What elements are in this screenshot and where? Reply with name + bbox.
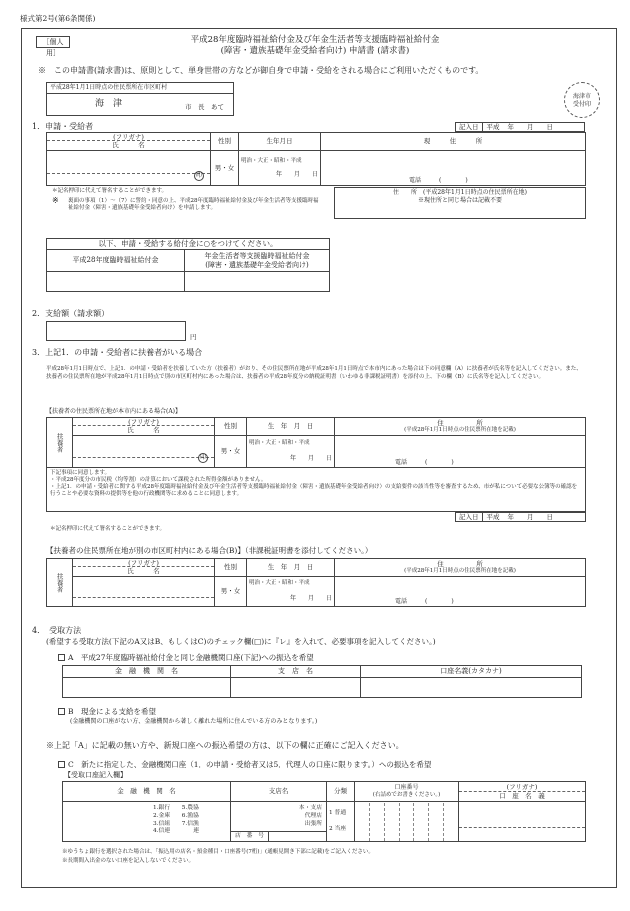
reception-stamp: [564, 82, 600, 118]
residence-note: ※現住所と同じ場合は記載不要: [417, 196, 502, 204]
option-a-branch-input[interactable]: [231, 678, 361, 698]
city-box: [46, 82, 234, 116]
dep-b-furigana-label: (フリガナ): [73, 559, 214, 567]
city-name: 海 津: [95, 98, 123, 109]
dep-b-address-header: [335, 559, 586, 577]
dep-a-address-label: 住 所: [437, 419, 483, 427]
dep-b-birth-input[interactable]: [247, 577, 335, 607]
dep-a-name-input[interactable]: [73, 436, 215, 468]
option-c-acctno-input[interactable]: [355, 802, 459, 842]
benefit-option-1-circle[interactable]: [47, 272, 185, 292]
name-label: 氏 名: [112, 141, 145, 150]
option-c-holder-header: [459, 782, 586, 802]
dep-b-ymd: 年 月 日: [289, 595, 332, 603]
consent-line-3: ・上記1．の申請・受給者に関する平成28年度臨時福祉給付金及び年金生活者等支援臨時福祉給付金（障害・遺族基礎年金受給者向け）の支給要件の該当性等を審査するため、市が私について必要な公簿等の確認を行うことや必要な資料の提供等を他の行政機関等に求めることに同意します。: [50, 483, 578, 497]
pledge-mark: ※: [52, 196, 59, 205]
dormant-note: ※長期間入出金のない口座を記入しないでください。: [62, 858, 195, 864]
entry-date-row: [455, 122, 585, 132]
dependent-a-heading: 【扶養者の住民票所在地が本市内にある場合(A)】: [46, 408, 182, 415]
name-header: [47, 133, 211, 151]
dependent-a-table: [46, 417, 586, 512]
bank-type-3: 3.信組 7.信漁: [153, 820, 199, 827]
stamp-line-1: 海津市: [572, 93, 591, 100]
benefit-select-table: [46, 238, 330, 292]
dep-a-entry-date: [455, 512, 586, 522]
dep-a-gender-header: 性別: [215, 418, 247, 436]
dep-b-address-input[interactable]: [335, 577, 586, 607]
dependent-b-table: [46, 558, 586, 607]
benefit-option-1: 平成28年度臨時福祉給付金: [47, 250, 185, 272]
section1-title: 1．申請・受給者: [32, 122, 94, 131]
option-a-holder-header: 口座名義(カタカナ): [361, 666, 582, 678]
option-a-label: A 平成27年度臨時福祉給付金と同じ金融機関口座(下記)への振込を希望: [68, 653, 314, 662]
amount-unit: 円: [190, 333, 197, 341]
kind-current: 2 当座: [329, 825, 347, 832]
option-c-branch-header: 支店名: [231, 782, 327, 802]
consent-line-1: 下記事項に同意します。: [50, 470, 111, 476]
option-a-checkbox[interactable]: [58, 654, 65, 661]
amount-input[interactable]: [46, 321, 186, 341]
benefit-option-2: [185, 250, 330, 272]
applicant-table: [46, 132, 586, 186]
section3-title: 3．上記1．の申請・受給者に扶養者がいる場合: [32, 348, 203, 357]
dep-sign-note: ＊記名押印に代えて署名することができます。: [50, 526, 166, 532]
entry-date-era: 平成: [486, 123, 500, 131]
gender-header: 性別: [211, 133, 239, 151]
residence-title: 住 所 (平成28年1月1日時点の住民票所在地): [393, 189, 527, 196]
kind-ordinary: 1 普通: [329, 810, 347, 817]
dep-a-address-input[interactable]: [335, 436, 586, 468]
option-c-kind-header: 分類: [327, 782, 355, 802]
option-c-acctno-sub: (右詰めでお書きください。): [372, 791, 441, 798]
option-b[interactable]: [58, 707, 156, 716]
notice: ※ この申請書(請求書)は、原則として、単身世帯の方などが御自身で申請・受給をされる場合にご利用いただくものです。: [38, 66, 484, 75]
dep-a-furigana-label: (フリガナ): [73, 418, 214, 426]
section2-title: 2．支給額（請求額）: [32, 309, 110, 318]
branch-type-agent: 代理店: [304, 812, 322, 819]
dep-a-birth-input[interactable]: [247, 436, 335, 468]
option-c-furigana-label: (フリガナ): [459, 783, 585, 792]
option-a-holder-input[interactable]: [361, 678, 582, 698]
option-c-acctno-header: [355, 782, 459, 802]
option-c-table: [62, 781, 586, 842]
dep-b-address-sub: (平成28年1月1日時点の住民票所在地を記載): [404, 568, 516, 575]
city-suffix: 市 長 あて: [185, 102, 224, 111]
dep-b-name-input[interactable]: [73, 577, 215, 607]
option-c-bank-input[interactable]: [63, 802, 231, 842]
dep-a-gender-select[interactable]: 男・女: [215, 436, 247, 468]
option-c-holder-input[interactable]: [459, 802, 586, 842]
section3-intro: 平成28年1月1日時点で、上記1．の申請・受給者を扶養していた方（扶養者）がおり、その住民票所在地が平成28年1月1日時点で本市内にあった場合は下の同意欄（A）に扶養者が氏名等を記入してください。また、扶養者の住民票所在地が平成28年1月1日時点で別の市区町村内にあった場合は、扶養者の平成28年度分の納税証明書（いわゆる非課税証明書）を添付の上、下の欄（B）に氏名等を記入してください。: [46, 366, 582, 380]
option-a-bank-input[interactable]: [63, 678, 231, 698]
benefit-select-header: 以下、申請・受給する給付金に○をつけてください。: [47, 239, 330, 250]
entry-date-label: 記入日: [456, 123, 483, 131]
city-box-header: 平成28年1月1日時点の住民票所在市区町村: [47, 83, 233, 94]
phone-label: 電話 ( ): [409, 176, 468, 184]
dep-a-seal: 印: [199, 454, 206, 462]
entry-date-ymd: 年 月 日: [507, 123, 553, 131]
option-a-branch-header: 支 店 名: [231, 666, 361, 678]
branch-type-office: 出張所: [304, 820, 322, 827]
form-id: 様式第2号(第6条関係): [20, 14, 96, 23]
dep-a-era-options: 明治・大正・昭和・平成: [249, 440, 310, 447]
dep-a-name-header: [73, 418, 215, 436]
dep-a-address-header: [335, 418, 586, 436]
section4-title: 4． 受取方法: [32, 626, 82, 635]
dep-a-name-label: 氏 名: [127, 426, 160, 435]
option-c[interactable]: [58, 760, 431, 769]
bank-type-1: 1.銀行 5.農協: [153, 805, 199, 811]
name-input[interactable]: [47, 151, 211, 186]
dependent-a-side: 扶養者: [47, 418, 73, 468]
dep-a-ymd: 年 月 日: [289, 455, 332, 463]
dependent-b-heading: 【扶養者の住民票所在地が別の市区町村内にある場合(B)】（非課税証明書を添付してください。）: [46, 546, 373, 555]
option-c-bank-header: 金 融 機 関 名: [63, 782, 231, 802]
dep-a-entry-label: 記入日: [456, 513, 483, 521]
dep-a-phone: 電話 ( ): [395, 458, 454, 466]
birth-input[interactable]: [239, 151, 321, 186]
option-c-acctno-label: 口座番号: [394, 784, 419, 792]
sign-note: ＊記名押印に代えて署名することができます。: [52, 188, 168, 194]
benefit-option-2-line2: (障害・遺族基礎年金受給者向け): [205, 260, 309, 269]
dep-a-entry-ymd: 年 月 日: [507, 513, 553, 521]
dep-b-name-header: [73, 559, 215, 577]
dep-a-consent: [47, 468, 586, 512]
address-input[interactable]: [321, 151, 586, 186]
birth-header: 生年月日: [239, 133, 321, 151]
benefit-option-2-circle[interactable]: [185, 272, 330, 292]
seal-mark: 印: [195, 172, 202, 180]
dep-b-era-options: 明治・大正・昭和・平成: [249, 580, 310, 587]
dep-b-name-label: 氏 名: [127, 567, 160, 576]
option-a-table: [62, 665, 582, 698]
dep-b-address-label: 住 所: [437, 560, 483, 568]
gender-select[interactable]: 男・女: [211, 151, 239, 186]
option-c-holder-label: 口 座 名 義: [499, 791, 545, 800]
option-c-branch-input[interactable]: [231, 802, 327, 842]
option-c-label: C 新たに指定した、金融機関口座（1．の申請・受給者又は5．代理人の口座に限ります。）への振込を希望: [68, 760, 432, 769]
option-a-bank-header: 金 融 機 関 名: [63, 666, 231, 678]
stamp-line-2: 受付印: [572, 100, 591, 108]
title-line-2: (障害・遺族基礎年金受給者向け) 申請書 (請求書): [220, 46, 410, 56]
bank-type-4: 4.信連 連: [153, 828, 200, 835]
option-b-note: (金融機関の口座がない方、金融機関から著しく離れた場所に住んでいる方のみとなります。): [70, 718, 318, 725]
residence-box: [334, 187, 586, 219]
dependent-b-side: 扶養者: [47, 559, 73, 607]
dep-a-birth-header: 生 年 月 日: [247, 418, 335, 436]
option-b-checkbox[interactable]: [58, 708, 65, 715]
note-a-c: ※上記「A」に記載の無い方や、新規口座への振込希望の方は、以下の欄に正確にご記入ください。: [46, 741, 404, 750]
title-line-1: 平成28年度臨時福祉給付金及び年金生活者等支援臨時福祉給付金: [190, 35, 440, 45]
option-c-kind-select[interactable]: [327, 802, 355, 842]
dep-a-address-sub: (平成28年1月1日時点の住民票所在地を記載): [404, 427, 516, 434]
dep-b-gender-select[interactable]: 男・女: [215, 577, 247, 607]
era-options: 明治・大正・昭和・平成: [241, 157, 302, 164]
furigana-label: (フリガナ): [47, 133, 210, 141]
option-c-heading: 【受取口座記入欄】: [64, 771, 127, 779]
dep-a-entry-era: 平成: [486, 513, 500, 521]
store-number-label: 店 番 号: [231, 832, 269, 841]
dep-b-gender-header: 性別: [215, 559, 247, 577]
consent-line-2: ・平成28年度分の市民税（均等割）の計算において課税された所得金額がありません。: [50, 476, 267, 483]
option-c-checkbox[interactable]: [58, 761, 65, 768]
yucho-note: ※ゆうちょ銀行を選択された場合は、「振込用の店名・預金種目・口座番号(7桁)」(通帳見開き下部に記載)をご記入ください。: [62, 849, 374, 855]
pledge-note: 裏面の事項（1）～（7）に誓約・同意の上、平成28年度臨時福祉給付金及び年金生活者等支援臨時福祉給付金（障害・遺族基礎年金受給者向け）を申請します。: [68, 198, 319, 211]
birth-ymd: 年 月 日: [275, 170, 318, 178]
dep-b-birth-header: 生 年 月 日: [247, 559, 335, 577]
dep-b-phone: 電話 ( ): [395, 597, 454, 605]
section4-sub: (希望する受取方法(下記のA又はB、もしくはC)のチェック欄(□)に『レ』を入れて、必要事項を記入してください。): [46, 637, 436, 646]
personal-tag: ［個人用］: [36, 36, 70, 48]
branch-type-store: 本・支店: [298, 805, 322, 811]
option-b-label: B 現金による支給を希望: [68, 707, 157, 716]
benefit-option-2-line1: 年金生活者等支援臨時福祉給付金: [204, 251, 310, 260]
bank-type-2: 2.金庫 6.漁協: [153, 812, 199, 819]
option-a[interactable]: [58, 653, 314, 662]
address-header: 現 住 所: [321, 133, 586, 151]
